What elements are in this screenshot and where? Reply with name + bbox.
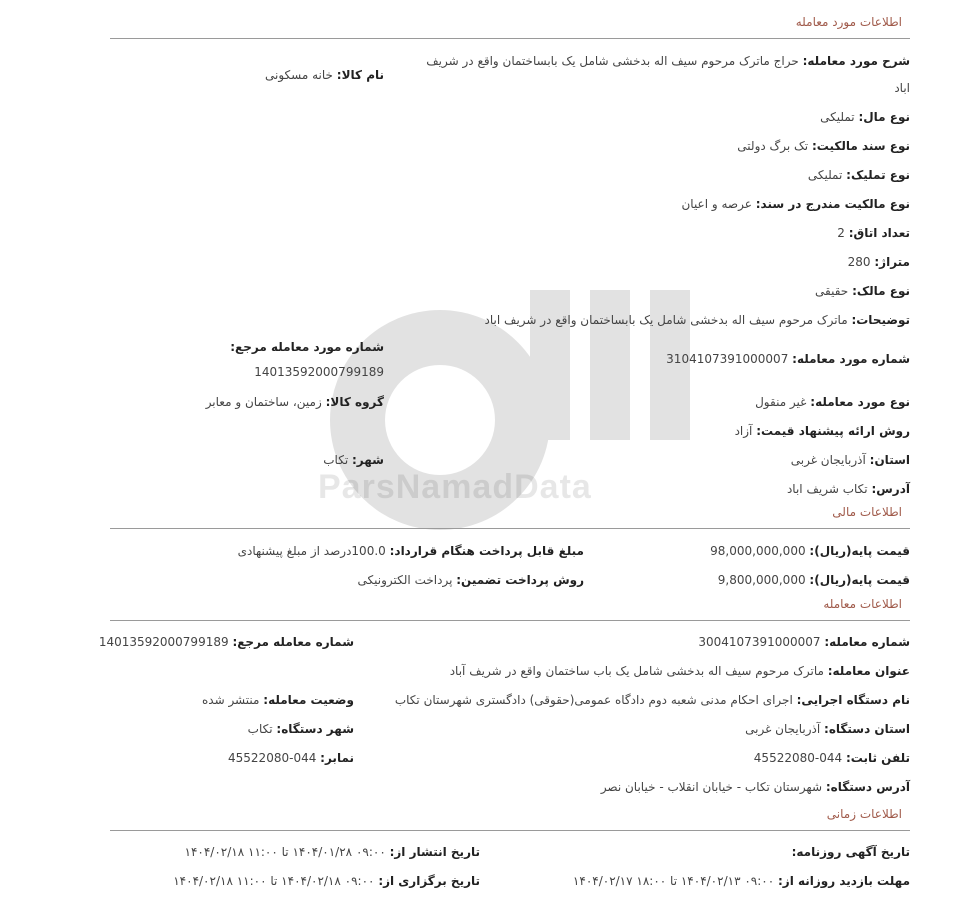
province-value: آذربایجان غربی [790, 453, 866, 467]
deal-status [202, 692, 354, 708]
room-count [837, 225, 910, 241]
deed-ownership-value: عرصه و اعیان [681, 197, 752, 211]
deed-type [737, 138, 910, 154]
area-value: 280 [847, 255, 871, 269]
section-title-deal: اطلاعات معامله [823, 597, 902, 611]
org-name [395, 692, 910, 708]
goods-value: خانه مسکونی [265, 68, 333, 82]
deal-title [450, 663, 910, 679]
deed-ownership-label: نوع مالکیت مندرج در سند: [755, 197, 910, 211]
base-price [710, 543, 910, 559]
city-label: شهر: [352, 453, 384, 467]
divider [110, 830, 910, 831]
item-goods [265, 67, 384, 83]
deal-title-label: عنوان معامله: [827, 664, 910, 678]
org-city-value: تکاب [247, 722, 273, 736]
visit-deadline [573, 873, 910, 889]
goods-label: نام کالا: [336, 68, 384, 82]
ref-deal-number-label: شماره مورد معامله مرجع: [230, 340, 384, 354]
ownership-type-value: تملیکی [807, 168, 843, 182]
base-price-label: قیمت پایه(ریال): [809, 544, 910, 558]
deal-number-label: شماره مورد معامله: [792, 352, 910, 366]
hold-date [173, 873, 480, 889]
org-name-value: اجرای احکام مدنی شعبه دوم دادگاه عمومی(حقوقی) دادگستری شهرستان تکاب [394, 693, 793, 707]
owner-type-label: نوع مالک: [852, 284, 910, 298]
ref-deal-number [230, 339, 384, 355]
content-panel [98, 0, 910, 908]
newspaper-date-label: تاریخ آگهی روزنامه: [791, 845, 910, 859]
org-address-value: شهرستان تکاب - خیابان انقلاب - خیابان نصر [600, 780, 823, 794]
payable-amount [238, 543, 584, 559]
divider [110, 38, 910, 39]
property-type-label: نوع مال: [858, 110, 910, 124]
guarantee-method-label: روش پرداخت تضمین: [456, 573, 584, 587]
divider [110, 620, 910, 621]
goods-group-label: گروه کالا: [325, 395, 384, 409]
org-phone-value: 044-45522080 [753, 751, 843, 765]
deal-ref-no-label: شماره معامله مرجع: [232, 635, 354, 649]
deal-type-value: غیر منقول [755, 395, 807, 409]
ownership-type [808, 167, 910, 183]
section-title-financial: اطلاعات مالی [832, 505, 902, 519]
goods-group [206, 394, 384, 410]
org-fax [228, 750, 354, 766]
guarantee-price-label: قیمت پایه(ریال): [809, 573, 910, 587]
deal-type-label: نوع مورد معامله: [810, 395, 910, 409]
address-value: تکاب شریف اباد [786, 482, 868, 496]
visit-deadline-label: مهلت بازدید روزانه از: [778, 874, 910, 888]
org-fax-value: 044-45522080 [228, 751, 317, 765]
notes [485, 312, 910, 328]
org-city [248, 721, 354, 737]
ownership-type-label: نوع تملیک: [846, 168, 910, 182]
city [323, 452, 384, 468]
publish-date [185, 844, 480, 860]
city-value: تکاب [323, 453, 349, 467]
area [848, 254, 910, 270]
ref-deal-number-value: 14013592000799189 [254, 365, 384, 379]
property-type [820, 109, 910, 125]
deal-ref-no-value: 14013592000799189 [98, 635, 229, 649]
deal-no-value: 3004107391000007 [698, 635, 821, 649]
newspaper-date [792, 844, 910, 860]
ref-deal-number-value-row [254, 364, 384, 380]
publish-date-value: ۰۹:۰۰ ۱۴۰۴/۰۱/۲۸ تا ۱۱:۰۰ ۱۴۰۴/۰۲/۱۸ [184, 845, 386, 859]
offer-method-value: آزاد [734, 424, 753, 438]
deal-no [698, 634, 910, 650]
base-price-value: 98,000,000,000 [710, 544, 806, 558]
guarantee-method-value: پرداخت الکترونیکی [357, 573, 453, 587]
divider [110, 528, 910, 529]
org-fax-label: نمابر: [320, 751, 354, 765]
org-address-label: آدرس دستگاه: [825, 780, 910, 794]
deal-ref-no [99, 634, 354, 650]
org-name-label: نام دستگاه اجرایی: [796, 693, 910, 707]
hold-date-value: ۰۹:۰۰ ۱۴۰۴/۰۲/۱۸ تا ۱۱:۰۰ ۱۴۰۴/۰۲/۱۸ [173, 874, 375, 888]
province [791, 452, 910, 468]
visit-deadline-value: ۰۹:۰۰ ۱۴۰۴/۰۲/۱۳ تا ۱۸:۰۰ ۱۴۰۴/۰۲/۱۷ [572, 874, 775, 888]
item-desc-label: شرح مورد معامله: [802, 54, 910, 68]
area-label: متراژ: [874, 255, 910, 269]
goods-group-value: زمین، ساختمان و معابر [205, 395, 322, 409]
offer-method-label: روش ارائه پیشنهاد قیمت: [756, 424, 910, 438]
payable-amount-value: 100.0درصد از مبلغ پیشنهادی [237, 544, 386, 558]
publish-date-label: تاریخ انتشار از: [389, 845, 480, 859]
deal-number [666, 351, 910, 367]
item-desc-value: حراج ماترک مرحوم سیف اله بدخشی شامل یک بابساختمان واقع در شریف [426, 54, 799, 68]
deal-status-value: منتشر شده [201, 693, 260, 707]
deal-status-label: وضعیت معامله: [263, 693, 354, 707]
item-desc [426, 53, 910, 69]
org-city-label: شهر دستگاه: [276, 722, 354, 736]
org-province-value: آذربایجان غربی [745, 722, 821, 736]
item-desc-value-cont: اباد [894, 81, 910, 95]
watermark-brand: ParsNamadData [318, 468, 592, 506]
deal-no-label: شماره معامله: [824, 635, 910, 649]
owner-type [815, 283, 910, 299]
hold-date-label: تاریخ برگزاری از: [378, 874, 480, 888]
section-title-time: اطلاعات زمانی [826, 807, 902, 821]
deal-number-value: 3104107391000007 [666, 352, 789, 366]
org-phone [754, 750, 910, 766]
deed-ownership [681, 196, 910, 212]
room-count-value: 2 [837, 226, 845, 240]
province-label: استان: [869, 453, 910, 467]
org-province-label: استان دستگاه: [824, 722, 910, 736]
org-address [601, 779, 910, 795]
guarantee-price-value: 9,800,000,000 [717, 573, 806, 587]
deal-title-value: ماترک مرحوم سیف اله بدخشی شامل یک باب ساختمان واقع در شریف آباد [449, 664, 824, 678]
section-title-main: اطلاعات مورد معامله [795, 15, 902, 29]
notes-label: توضیحات: [851, 313, 910, 327]
org-phone-label: تلفن ثابت: [845, 751, 910, 765]
address-label: آدرس: [871, 482, 910, 496]
org-province [745, 721, 910, 737]
offer-method [735, 423, 910, 439]
deed-type-value: تک برگ دولتی [737, 139, 809, 153]
property-type-value: تملیکی [820, 110, 855, 124]
owner-type-value: حقیقی [815, 284, 849, 298]
deed-type-label: نوع سند مالکیت: [811, 139, 910, 153]
deal-type [755, 394, 910, 410]
notes-value: ماترک مرحوم سیف اله بدخشی شامل یک بابساختمان واقع در شریف اباد [484, 313, 848, 327]
payable-amount-label: مبلغ قابل پرداخت هنگام قرارداد: [389, 544, 584, 558]
item-desc-cont [894, 80, 910, 96]
room-count-label: تعداد اتاق: [848, 226, 910, 240]
